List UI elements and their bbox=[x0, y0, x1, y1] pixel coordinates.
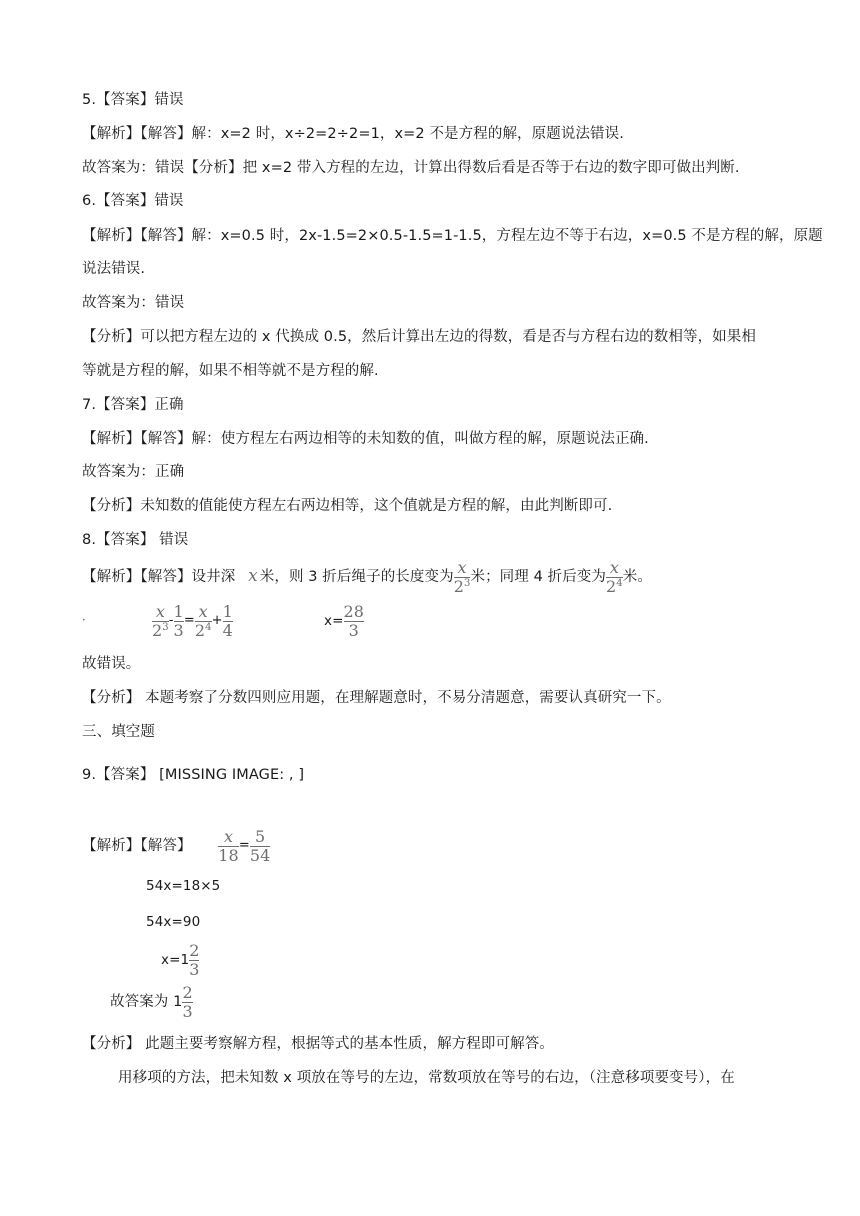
q9-method: 用移项的方法，把未知数 x 项放在等号的左边，常数项放在等号的右边，（注意移项要变号），在 bbox=[118, 1070, 735, 1086]
fraction-x-over-2-cubed: $\frac{x}{2^3}$ bbox=[453, 557, 471, 596]
q9-result-text: 故答案为 1 bbox=[110, 994, 183, 1010]
bullet-dot: • bbox=[82, 617, 86, 624]
q8-analysis-suffix: 米。 bbox=[622, 569, 652, 585]
q7-note: 【分析】未知数的值能使方程左右两边相等，这个值就是方程的解，由此判断即可. bbox=[82, 498, 613, 514]
q8-analysis-mid1: 米，则 3 折后绳子的长度变为 bbox=[259, 569, 454, 585]
fraction-x-over-2-fourth: $\frac{x}{2^4}$ bbox=[606, 557, 623, 596]
q8-solution bbox=[324, 603, 364, 639]
q6-conclusion: 故答案为：错误 bbox=[82, 295, 185, 311]
q8-answer: 8.【答案】 错误 bbox=[82, 532, 189, 548]
fraction-x-over-18: $\frac{x}{18}$ bbox=[218, 826, 239, 865]
fraction-2-over-3-result: $\frac{2}{3}$ bbox=[182, 982, 193, 1021]
fraction-28-over-3: $\frac{28}{3}$ bbox=[343, 601, 365, 640]
q9-step2: 54x=90 bbox=[146, 914, 201, 930]
q6-note-line2: 等就是方程的解，如果不相等就不是方程的解. bbox=[82, 363, 379, 379]
eq-fraction-x-over-2-cubed: $\frac{x}{2^3}$ bbox=[152, 601, 169, 640]
q9-step3-text: x=1 bbox=[161, 952, 190, 968]
variable-x: x bbox=[248, 566, 258, 586]
eq-fraction-1-over-3: $\frac{1}{3}$ bbox=[173, 601, 184, 640]
eq-fraction-x-over-2-fourth: $\frac{x}{2^4}$ bbox=[194, 601, 212, 640]
fraction-5-over-54: $\frac{5}{54}$ bbox=[249, 826, 271, 865]
q7-analysis: 【解析】【解答】解：使方程左右两边相等的未知数的值，叫做方程的解，原题说法正确. bbox=[82, 431, 649, 447]
q6-answer: 6.【答案】错误 bbox=[82, 193, 184, 209]
section-heading-fill-blank: 三、填空题 bbox=[82, 724, 155, 740]
q8-analysis-prefix: 【解析】【解答】设井深 bbox=[82, 569, 236, 585]
q9-analysis-label: 【解析】【解答】 bbox=[82, 838, 192, 854]
equals-sign: = bbox=[183, 613, 195, 628]
q8-conclusion: 故错误。 bbox=[82, 656, 141, 672]
q7-answer: 7.【答案】正确 bbox=[82, 397, 184, 413]
equals-sign-q9: = bbox=[238, 838, 250, 853]
minus-sign: - bbox=[168, 613, 174, 628]
q6-analysis-line1: 【解析】【解答】解：x=0.5 时，2x-1.5=2×0.5-1.5=1-1.5，方程左边不等于右边，x=0.5 不是方程的解，原题 bbox=[82, 228, 823, 244]
q8-equation bbox=[152, 603, 233, 639]
fraction-2-over-3: $\frac{2}{3}$ bbox=[189, 940, 200, 979]
q5-conclusion: 故答案为：错误【分析】把 x=2 带入方程的左边，计算出得数后看是否等于右边的数字即可做出判断. bbox=[82, 160, 740, 176]
q6-analysis-line2: 说法错误. bbox=[82, 261, 146, 277]
eq-fraction-1-over-4: $\frac{1}{4}$ bbox=[222, 601, 233, 640]
q6-note-line1: 【分析】可以把方程左边的 x 代换成 0.5，然后计算出左边的得数，看是否与方程右边的数相等，如果相 bbox=[82, 329, 756, 345]
q8-analysis-mid2: 米；同理 4 折后变为 bbox=[470, 569, 607, 585]
q9-result bbox=[110, 984, 193, 1020]
q5-answer: 5.【答案】错误 bbox=[82, 92, 184, 108]
x-equals-label: x= bbox=[324, 613, 344, 629]
q8-note: 【分析】 本题考察了分数四则应用题，在理解题意时，不易分清题意，需要认真研究一下。 bbox=[82, 690, 671, 706]
q9-answer: 9.【答案】 [MISSING IMAGE: , ] bbox=[82, 767, 305, 783]
q8-analysis bbox=[82, 556, 652, 596]
q9-note: 【分析】 此题主要考察解方程，根据等式的基本性质，解方程即可解答。 bbox=[82, 1036, 554, 1052]
q7-conclusion: 故答案为：正确 bbox=[82, 464, 185, 480]
plus-sign: + bbox=[211, 613, 223, 628]
q9-step1: 54x=18×5 bbox=[146, 878, 221, 894]
q9-analysis bbox=[82, 826, 270, 866]
q5-analysis: 【解析】【解答】解：x=2 时，x÷2=2÷2=1，x=2 不是方程的解，原题说法错误. bbox=[82, 126, 624, 142]
q9-step3 bbox=[161, 942, 199, 978]
